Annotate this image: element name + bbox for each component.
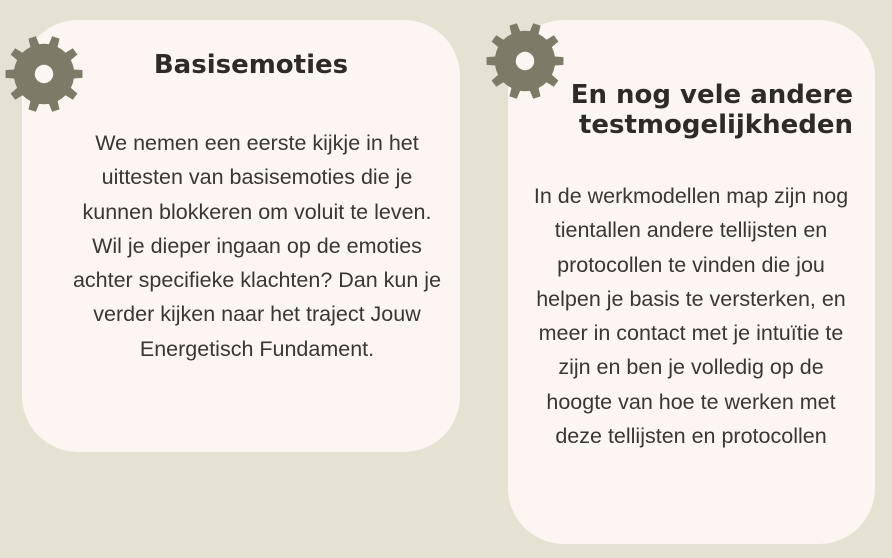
card-basisemoties (22, 20, 460, 452)
card-title: En nog vele andere testmogelijkheden (570, 80, 853, 140)
card-title: Basisemoties (153, 50, 349, 80)
gear-icon (2, 32, 86, 116)
card-body: We nemen een eerste kijkje in het uittesten van basisemoties die je kunnen blokkeren om voluit te leven. Wil je dieper ingaan op de emoties achter specifieke klachten? Dan kun je verder kijken naar het traject Jouw Energetisch Fundament. (72, 131, 442, 361)
card-body: In de werkmodellen map zijn nog tientallen andere tellijsten en protocollen te vinden die jou helpen je basis te versterken, en meer in contact met je intuïtie te zijn en ben je volledig op de hoogte van hoe te werken met deze tellijsten en protocollen (533, 184, 849, 449)
gear-icon (483, 19, 567, 103)
